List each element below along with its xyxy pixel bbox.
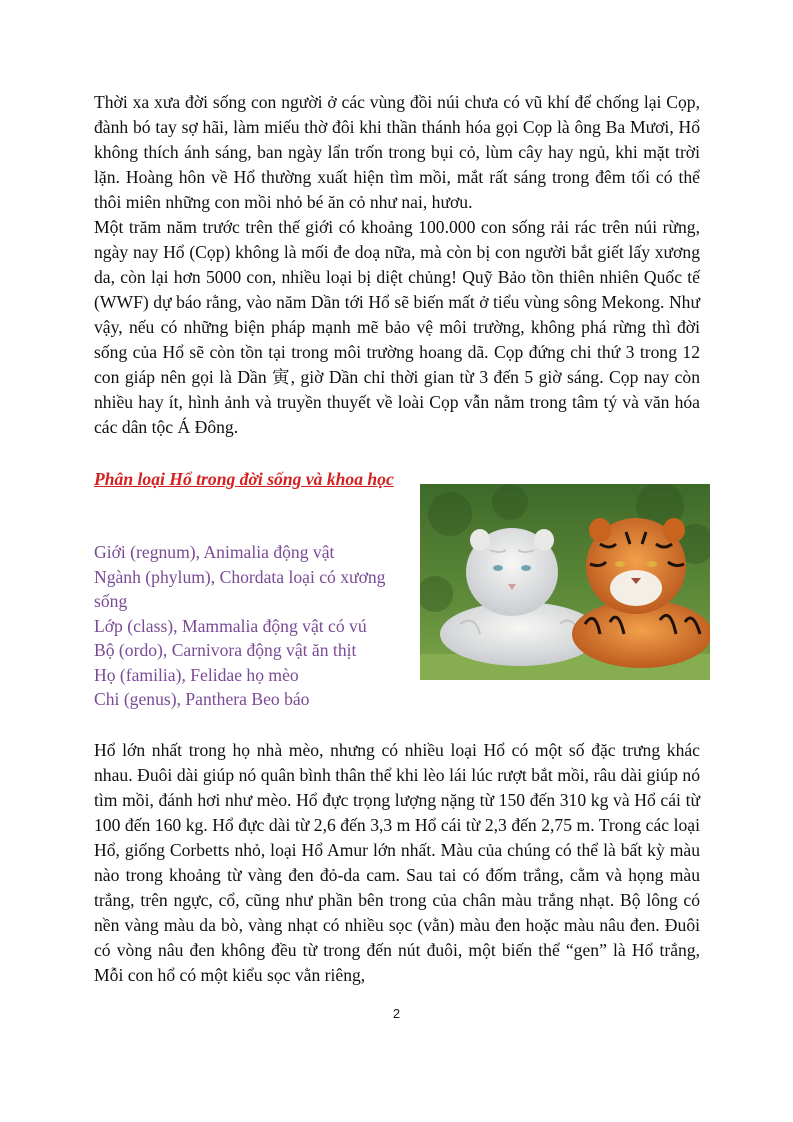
taxonomy-item-kingdom: Giới (regnum), Animalia động vật <box>94 542 335 562</box>
characteristics-paragraph: Hổ lớn nhất trong họ nhà mèo, nhưng có nhiều loại Hổ có một số đặc trưng khác nhau. Đuôi dài giúp nó quân bình thân thể khi lèo lái lúc rượt bắt mồi, râu dài giúp nó tìm mồi, đánh hơi như mèo. Hổ đực trọng lượng nặng từ 150 đến 310 kg và Hổ cái từ 100 đến 160 kg. Hổ đực dài từ 2,6 đến 3,3 m Hổ cái từ 2,3 đến 2,75 m. Trong các loại Hổ, giống Corbetts nhỏ, loại Hổ Amur lớn nhất. Màu của chúng có thể là bất kỳ màu nào trong khoảng từ vàng đen đỏ-da cam. Sau tai có đốm trắng, cằm và họng màu trắng, trên ngực, cổ, cũng như phần bên trong của chân màu trắng nhạt. Bộ lông có nền vàng màu da bò, vàng nhạt có nhiều sọc (vằn) màu đen hoặc màu nâu đen. Đuôi có vòng nâu đen không đều từ trong đến nút đuôi, một biến thể “gen” là Hổ trắng, Mỗi con hổ có một kiểu sọc vằn riêng, <box>94 740 700 985</box>
taxonomy-item-phylum: Ngành (phylum), Chordata loại có xương sống <box>94 566 386 611</box>
intro-paragraph: Thời xa xưa đời sống con người ở các vùng đồi núi chưa có vũ khí để chống lại Cọp, đành bó tay sợ hãi, làm miếu thờ đôi khi thần thánh hóa gọi Cọp là ông Ba Mươi, Hổ không thích ánh sáng, ban ngày lẩn trốn trong bụi cỏ, lùm cây hay ngủ, khi mặt trời lặn. Hoàng hôn về Hổ thường xuất hiện tìm mồi, mắt rất sáng trong đêm tối có thể thôi miên những con mồi nhỏ bé ăn cỏ như nai, hươu. <box>94 92 700 212</box>
taxonomy-item-class: Lớp (class), Mammalia động vật có vú <box>94 615 367 636</box>
page-number: 2 <box>392 1006 401 1021</box>
tigers-photo <box>420 484 710 680</box>
taxonomy-item-genus: Chi (genus), Panthera Beo báo <box>94 689 310 709</box>
taxonomy-item-order: Bộ (ordo), Carnivora động vật ăn thịt <box>94 640 357 660</box>
taxonomy-item-family: Họ (familia), Felidae họ mèo <box>94 664 299 685</box>
section-heading: Phân loại Hổ trong đời sống và khoa học <box>94 469 394 489</box>
taxonomy-list <box>94 540 414 712</box>
population-paragraph: Một trăm năm trước trên thế giới có khoảng 100.000 con sống rải rác trên núi rừng, ngày nay Hổ (Cọp) không là mối đe doạ nữa, mà còn bị con người bắt giết lấy xương da, còn lại hơn 5000 con, nhiều loại bị diệt chủng! Quỹ Bảo tồn thiên nhiên Quốc tế (WWF) dự báo rằng, vào năm Dần tới Hổ sẽ biến mất ở tiểu vùng sông Mekong. Như vậy, nếu có những biện pháp mạnh mẽ bảo vệ môi trường, không phá rừng thì đời sống của Hổ sẽ còn tồn tại trong môi trường hoang dã. Cọp đứng chi thứ 3 trong 12 con giáp nên gọi là Dần 寅, giờ Dần chỉ thời gian từ 3 đến 5 giờ sáng. Cọp nay còn nhiều hay ít, hình ảnh và truyền thuyết về loài Cọp vẫn nằm trong tâm tý và văn hóa các dân tộc Á Đông. <box>94 217 700 437</box>
